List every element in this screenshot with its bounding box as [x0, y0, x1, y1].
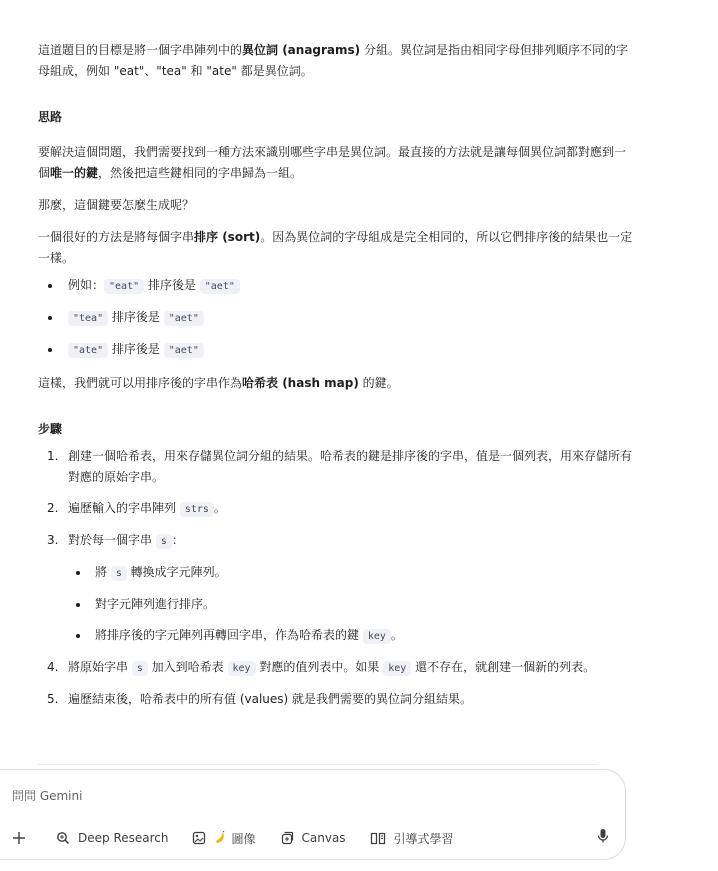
prompt-composer[interactable]	[0, 769, 626, 860]
list-item: 將排序後的字元陣列再轉回字串，作為哈希表的鍵 key 。	[68, 625, 634, 647]
canvas-button[interactable]: Canvas	[280, 831, 346, 845]
plus-icon	[12, 831, 26, 845]
list-item: "ate" 排序後是 "aet"	[38, 339, 634, 361]
approach-paragraph-3: 一個很好的方法是將每個字串排序 (sort)。因為異位詞的字母組成是完全相同的，所以它們排序後的結果也一定一樣。	[38, 230, 633, 265]
list-item: 例如： "eat" 排序後是 "aet"	[38, 275, 634, 297]
code-snippet: s	[132, 661, 148, 676]
composer-toolbar	[12, 828, 478, 848]
code-snippet: "aet"	[164, 311, 204, 326]
book-icon	[370, 831, 386, 845]
intro-paragraph: 這道題目的目標是將一個字串陣列中的異位詞 (anagrams) 分組。異位詞是指由相同字母但排列順序不同的字母組成，例如 "eat"、"tea" 和 "ate" 都是異位詞。	[38, 43, 628, 78]
code-snippet: key	[228, 661, 256, 676]
prompt-input[interactable]: 問問 Gemini	[12, 789, 83, 803]
list-item: "tea" 排序後是 "aet"	[38, 307, 634, 329]
step-item: 4. 將原始字串 s 加入到哈希表 key 對應的值列表中。如果 key 還不存在，就創建一個新的列表。	[47, 660, 596, 674]
code-snippet: "eat"	[104, 279, 144, 294]
guided-learning-button[interactable]: 引導式學習	[370, 830, 454, 847]
image-button[interactable]: 圖像	[192, 830, 255, 847]
steps-heading: 步驟	[38, 422, 63, 436]
approach-heading: 思路	[38, 110, 63, 124]
add-button[interactable]	[12, 831, 34, 845]
code-snippet: "ate"	[68, 343, 108, 358]
step-item: 1. 創建一個哈希表，用來存儲異位詞分組的結果。哈希表的鍵是排序後的字串，值是一個列表，用來存儲所有對應的原始字串。	[47, 449, 633, 484]
microphone-button[interactable]	[596, 828, 610, 848]
step-item: 5. 遍歷結束後，哈希表中的所有值 (values) 就是我們需要的異位詞分組結果。	[47, 692, 473, 706]
list-item: 對字元陣列進行排序。	[68, 594, 634, 615]
code-snippet: strs	[180, 502, 214, 517]
step-sublist	[68, 562, 634, 647]
steps-list	[38, 446, 634, 710]
approach-paragraph-1: 要解決這個問題，我們需要找到一種方法來識別哪些字串是異位詞。最直接的方法就是讓每個異位詞都對應到一個唯一的鍵，然後把這些鍵相同的字串歸為一組。	[38, 145, 627, 180]
code-snippet: s	[156, 534, 172, 549]
step-item: 2. 遍歷輸入的字串陣列 strs 。	[47, 501, 226, 515]
deep-research-button[interactable]: Deep Research	[56, 831, 168, 845]
code-snippet: key	[383, 661, 411, 676]
code-snippet: key	[363, 629, 391, 644]
step-item: 3. 對於每一個字串 s ： 將 s 轉換成字元陣列。 對字元陣列進行排序。 將排序後的字元陣列再轉回字串，作為哈希表的鍵 key 。	[38, 530, 634, 647]
approach-paragraph-2: 那麼，這個鍵要怎麼生成呢？	[38, 198, 195, 212]
response-article	[38, 40, 634, 710]
image-frame-icon	[192, 831, 206, 845]
sort-examples-list	[38, 275, 634, 361]
code-snippet: s	[111, 566, 127, 581]
canvas-icon	[280, 831, 294, 845]
code-snippet: "tea"	[68, 311, 108, 326]
deep-research-icon	[56, 831, 70, 845]
banana-icon	[214, 831, 226, 845]
code-snippet: "aet"	[200, 279, 240, 294]
divider	[38, 764, 598, 765]
list-item: 將 s 轉換成字元陣列。	[68, 562, 634, 584]
approach-paragraph-4: 這樣，我們就可以用排序後的字串作為哈希表 (hash map) 的鍵。	[38, 376, 399, 390]
microphone-icon	[596, 828, 610, 844]
code-snippet: "aet"	[164, 343, 204, 358]
